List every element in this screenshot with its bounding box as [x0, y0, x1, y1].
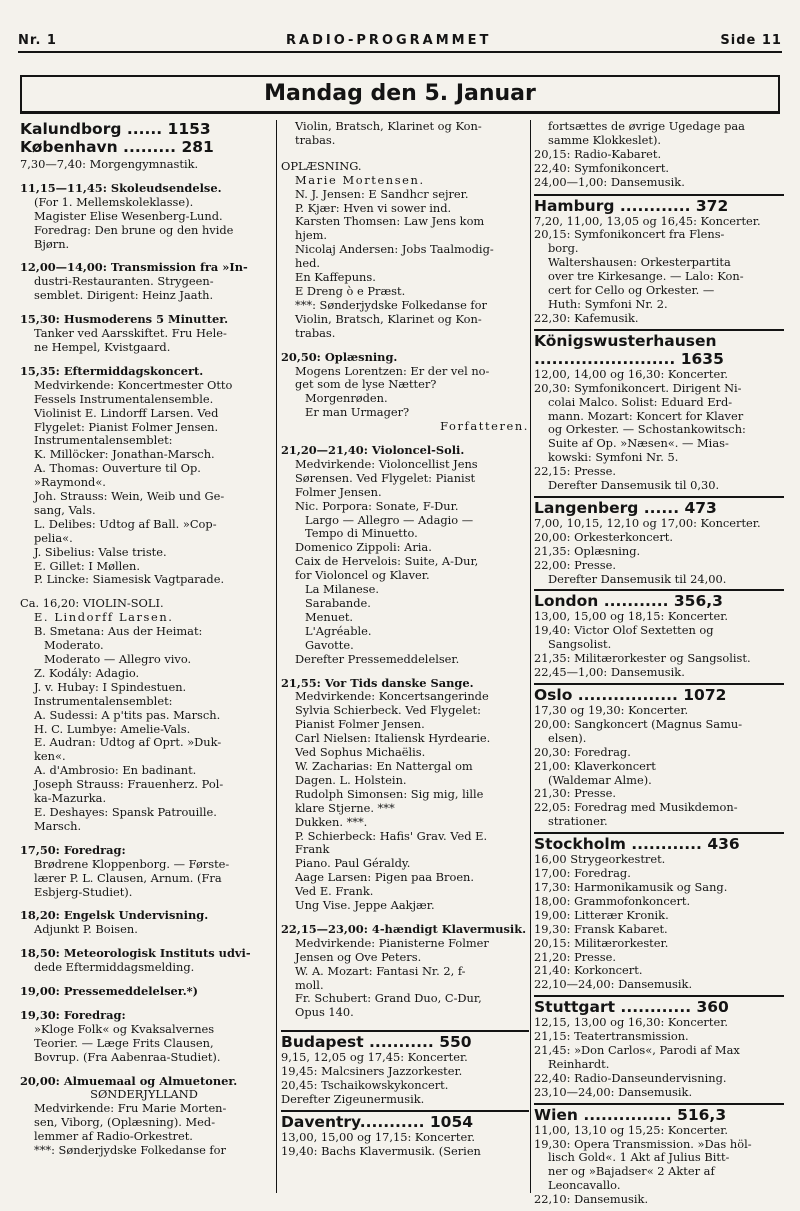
station-heading: Hamburg ............ 372 [534, 196, 729, 215]
program-item [20, 985, 268, 999]
program-line: Esbjerg-Studiet). [34, 884, 133, 899]
station-heading: Daventry........... 1054 [281, 1112, 474, 1131]
program-line: 19,00: Litterær Kronik. [534, 907, 669, 922]
station-frequency: ........................ 1635 [534, 349, 724, 368]
program-line: P. Lincke: Siamesisk Vagtparade. [34, 572, 225, 587]
program-line: 19,40: Bachs Klavermusik. (Serien [281, 1143, 481, 1158]
program-line: Brødrene Kloppenborg. — Første- [34, 856, 230, 871]
program-item [281, 160, 529, 341]
program-line: Gavotte. [305, 637, 354, 652]
program-line: trabas. [295, 132, 336, 147]
program-line: Waltershausen: Orkesterpartita [548, 255, 731, 270]
program-time: 22,15—23,00: 4-hændigt Klavermusik. [281, 921, 527, 936]
program-item [20, 1009, 268, 1065]
program-line: Frank [295, 842, 330, 857]
program-line: 22,40: Radio-Danseundervisning. [534, 1070, 727, 1085]
program-line: Nic. Porpora: Sonate, F-Dur. [295, 498, 459, 513]
station-block [534, 1103, 784, 1207]
program-line: Teorier. — Læge Frits Clausen, [34, 1035, 214, 1050]
program-line: samme Klokkeslet). [548, 132, 662, 147]
program-line: Sangsolist. [548, 637, 612, 652]
program-line: Bjørn. [34, 236, 70, 251]
program-line: Er man Urmager? [305, 405, 410, 420]
program-line: 20,15: Militærorkester. [534, 935, 669, 950]
program-line: P. Kjær: Hven vi sower ind. [295, 200, 452, 215]
program-line: 9,15, 12,05 og 17,45: Koncerter. [281, 1050, 468, 1065]
program-item [20, 597, 268, 833]
column-3 [530, 119, 784, 1207]
program-line: kowski: Symfoni Nr. 5. [548, 450, 679, 465]
program-line: Largo — Allegro — Adagio — [305, 512, 474, 527]
station-heading: Oslo ................. 1072 [534, 686, 727, 704]
program-item [20, 909, 268, 937]
program-line: 22,05: Foredrag med Musikdemon- [534, 800, 738, 815]
program-line: 21,20: Presse. [534, 949, 616, 964]
program-item [281, 351, 529, 434]
program-line: semblet. Dirigent: Heinz Jaath. [34, 288, 214, 303]
program-line: Marie Mortensen. [295, 172, 425, 187]
page-number-right: Side 11 [720, 33, 782, 48]
program-line: 20,30: Symfonikoncert. Dirigent Ni- [534, 380, 742, 395]
program-line: ***: Sønderjydske Folkedanse for [34, 1143, 226, 1158]
column-2 [276, 120, 529, 1193]
program-line: Ved Sophus Michaëlis. [295, 745, 426, 760]
program-line: 17,30: Harmonikamusik og Sang. [534, 879, 728, 894]
program-item [20, 261, 268, 303]
program-line: 24,00—1,00: Dansemusik. [534, 174, 685, 189]
column-1 [20, 120, 268, 1193]
program-time: OPLÆSNING. [281, 158, 362, 173]
page-header [18, 28, 782, 48]
program-line: 22,10—24,00: Dansemusik. [534, 977, 693, 992]
program-line: 12,00, 14,00 og 16,30: Koncerter. [534, 366, 729, 381]
station-block [534, 496, 784, 587]
program-line: Folmer Jensen. [295, 484, 382, 499]
program-item [20, 365, 268, 588]
program-line: Derefter Dansemusik til 24,00. [548, 571, 727, 586]
program-line: Derefter Pressemeddelelser. [295, 651, 460, 666]
program-item [281, 923, 529, 1020]
program-line: cert for Cello og Orkester. — [548, 283, 715, 298]
program-line: Medvirkende: Koncertsangerinde [295, 689, 489, 704]
program-line: 17,30 og 19,30: Koncerter. [534, 703, 689, 717]
program-line: Moderato — Allegro vivo. [44, 652, 192, 666]
program-line: Ved E. Frank. [295, 884, 374, 899]
program-line: A. Thomas: Ouverture til Op. [34, 461, 201, 476]
program-time: Violin, Bratsch, Klarinet og Kon- [295, 119, 482, 133]
program-line: 21,00: Klaverkoncert [534, 758, 656, 773]
program-time: 20,00: Almuemaal og Almuetoner. [20, 1073, 238, 1088]
program-time: 21,20—21,40: Violoncel-Soli. [281, 443, 465, 458]
program-line: lærer P. L. Clausen, Arnum. (Fra [34, 870, 222, 885]
program-line: Joseph Strauss: Frauenherz. Pol- [34, 777, 224, 792]
program-line: for Violoncel og Klaver. [295, 568, 430, 583]
station-heading: Budapest ........... 550 [281, 1033, 472, 1052]
program-line: La Milanese. [305, 582, 380, 597]
program-line: 19,30: Fransk Kabaret. [534, 921, 668, 936]
program-line: Flygelet: Pianist Folmer Jensen. [34, 419, 219, 434]
program-time: 12,00—14,00: Transmission fra »In- [20, 260, 248, 275]
program-line: pelia«. [34, 530, 73, 545]
program-line: Forfatteren. [440, 419, 529, 434]
program-line: ne Hempel, Kvistgaard. [34, 339, 171, 354]
program-time: 11,15—11,45: Skoleudsendelse. [20, 180, 222, 195]
station-heading: Wien ............... 516,3 [534, 1105, 727, 1124]
program-line: 13,00, 15,00 og 18,15: Koncerter. [534, 609, 729, 624]
program-line: Medvirkende: Fru Marie Morten- [34, 1101, 227, 1116]
program-line: 12,15, 13,00 og 16,30: Koncerter. [534, 1015, 729, 1030]
program-time: 19,30: Foredrag: [20, 1007, 126, 1022]
program-line: Huth: Symfoni Nr. 2. [548, 296, 668, 311]
program-line: J. Sibelius: Valse triste. [34, 544, 167, 559]
program-line: 22,00: Presse. [534, 557, 616, 572]
program-line: (For 1. Mellemskoleklasse). [34, 194, 194, 209]
program-line: Aage Larsen: Pigen paa Broen. [295, 870, 475, 885]
program-item [281, 444, 529, 667]
program-item [20, 1075, 268, 1158]
program-line: Foredrag: Den brune og den hvide [34, 222, 234, 237]
program-line: Rudolph Simonsen: Sig mig, lille [295, 786, 484, 801]
program-line: Violin, Bratsch, Klarinet og Kon- [295, 311, 482, 326]
program-line: lisch Gold«. 1 Akt af Julius Bitt- [548, 1150, 730, 1165]
program-line: Medvirkende: Pianisterne Folmer [295, 935, 489, 950]
program-line: Dagen. L. Holstein. [295, 772, 407, 787]
station-heading: Königswusterhausen [534, 331, 717, 350]
program-line: sen, Viborg, (Oplæsning). Med- [34, 1115, 216, 1130]
program-line: Ung Vise. Jeppe Aakjær. [295, 898, 435, 913]
program-line: 22,10: Dansemusik. [534, 1192, 649, 1207]
program-line: 22,15: Presse. [534, 464, 616, 479]
program-line: hed. [295, 256, 320, 271]
page-number-left: Nr. 1 [18, 33, 57, 48]
program-line: trabas. [295, 325, 336, 340]
program-line: L'Agréable. [305, 623, 372, 638]
program-line: Medvirkende: Koncertmester Otto [34, 377, 233, 392]
program-line: get som de lyse Nætter? [295, 377, 437, 392]
program-line: Sylvia Schierbeck. Ved Flygelet: [295, 703, 481, 718]
station-heading: Kalundborg ...... 1153 [20, 120, 211, 138]
program-line: 21,45: »Don Carlos«, Parodi af Max [534, 1043, 740, 1058]
program-item [281, 120, 529, 148]
program-line: ken«. [34, 749, 66, 764]
station-block [534, 683, 784, 829]
station-block [534, 329, 784, 493]
program-time: 18,50: Meteorologisk Instituts udvi- [20, 946, 251, 961]
program-line: Sarabande. [305, 596, 371, 610]
program-line: Instrumentalensemblet: [34, 693, 173, 708]
program-line: W. A. Mozart: Fantasi Nr. 2, f- [295, 963, 466, 978]
program-line: mann. Mozart: Koncert for Klaver [548, 408, 744, 423]
program-item [20, 947, 268, 975]
program-line: 22,40: Symfonikoncert. [534, 160, 670, 175]
program-line: Adjunkt P. Boisen. [34, 922, 138, 937]
program-line: 7,20, 11,00, 13,05 og 16,45: Koncerter. [534, 213, 761, 228]
program-line: 23,10—24,00: Dansemusik. [534, 1084, 693, 1099]
program-line: lemmer af Radio-Orkestret. [34, 1129, 193, 1144]
program-line: 20,15: Symfonikoncert fra Flens- [534, 227, 725, 242]
program-item [20, 158, 268, 172]
program-item [20, 182, 268, 252]
program-item [281, 677, 529, 913]
program-time: 15,30: Husmoderens 5 Minutter. [20, 312, 229, 327]
program-line: borg. [548, 241, 579, 256]
program-line: Medvirkende: Violoncellist Jens [295, 456, 478, 471]
program-time: 15,35: Eftermiddagskoncert. [20, 363, 204, 378]
program-line: En Kaffepuns. [295, 270, 376, 285]
program-line: Derefter Dansemusik til 0,30. [548, 478, 720, 493]
station-block [534, 832, 784, 992]
station-heading: København ......... 281 [20, 138, 214, 156]
program-line: SØNDERJYLLAND [90, 1087, 198, 1102]
program-line: Nicolaj Andersen: Jobs Taalmodig- [295, 242, 494, 257]
program-line: 21,15: Teatertransmission. [534, 1029, 689, 1044]
program-line: W. Zacharias: En Nattergal om [295, 758, 473, 773]
program-line: Sørensen. Ved Flygelet: Pianist [295, 470, 476, 485]
program-line: 18,00: Grammofonkoncert. [534, 893, 691, 908]
program-line: E. Deshayes: Spansk Patrouille. [34, 804, 217, 819]
program-line: Violinist E. Lindorff Larsen. Ved [34, 405, 219, 420]
program-line: 20,00: Sangkoncert (Magnus Samu- [534, 716, 743, 731]
program-line: Z. Kodály: Adagio. [34, 665, 140, 680]
program-line: E. Audran: Udtog af Oprt. »Duk- [34, 735, 222, 750]
program-line: 16,00 Strygeorkestret. [534, 852, 666, 867]
program-line: Fessels Instrumentalensemble. [34, 391, 214, 406]
station-heading: Stuttgart ............ 360 [534, 998, 729, 1017]
program-line: Menuet. [305, 609, 354, 624]
station-heading: Langenberg ...... 473 [534, 498, 717, 517]
program-line: Instrumentalensemblet: [34, 433, 173, 448]
program-line: Marsch. [34, 818, 82, 833]
program-line: 21,30: Presse. [534, 786, 616, 801]
program-line: 20,15: Radio-Kabaret. [534, 146, 662, 161]
program-line: Opus 140. [295, 1005, 354, 1020]
program-line: colai Malco. Solist: Eduard Erd- [548, 394, 733, 409]
program-line: Reinhardt. [548, 1056, 610, 1071]
program-line: 13,00, 15,00 og 17,15: Koncerter. [281, 1129, 476, 1144]
program-line: over tre Kirkesange. — Lalo: Kon- [548, 269, 744, 284]
program-line: 21,40: Korkoncert. [534, 963, 643, 978]
program-line: 20,30: Foredrag. [534, 744, 631, 759]
station-heading: London ........... 356,3 [534, 592, 723, 611]
program-line: »Raymond«. [34, 475, 106, 490]
program-line: Dukken. ***. [295, 814, 368, 829]
program-line: fortsættes de øvrige Ugedage paa [548, 119, 745, 133]
program-line: Domenico Zippoli: Aria. [295, 540, 432, 555]
program-line: hjem. [295, 228, 328, 243]
program-line: Bovrup. (Fra Aabenraa-Studiet). [34, 1049, 221, 1064]
program-line: A. d'Ambrosio: En badinant. [34, 763, 197, 778]
program-line: 19,40: Victor Olof Sextetten og [534, 623, 714, 638]
program-line: Leoncavallo. [548, 1178, 621, 1193]
program-line: Pianist Folmer Jensen. [295, 717, 425, 732]
day-title: Mandag den 5. Januar [20, 75, 780, 114]
program-time: 18,20: Engelsk Undervisning. [20, 908, 209, 923]
program-line: H. C. Lumbye: Amelie-Vals. [34, 721, 191, 736]
program-time: 20,50: Oplæsning. [281, 349, 398, 364]
program-line: Caix de Hervelois: Suite, A-Dur, [295, 554, 479, 569]
program-line: Fr. Schubert: Grand Duo, C-Dur, [295, 991, 482, 1006]
program-line: 21,35: Militærorkester og Sangsolist. [534, 651, 751, 666]
program-line: N. J. Jensen: E Sandhcr sejrer. [295, 186, 469, 201]
program-line: Magister Elise Wesenberg-Lund. [34, 208, 223, 223]
program-line: E. Lindorff Larsen. [34, 610, 174, 625]
program-line: 11,00, 13,10 og 15,25: Koncerter. [534, 1122, 729, 1137]
program-line: ***: Sønderjydske Folkedanse for [295, 297, 487, 312]
program-time: 7,30—7,40: Morgengymnastik. [20, 157, 199, 171]
station-block [534, 995, 784, 1099]
program-line: dede Eftermiddagsmelding. [34, 960, 195, 975]
program-line: Joh. Strauss: Wein, Weib und Ge- [34, 489, 225, 504]
program-line: J. v. Hubay: I Spindestuen. [34, 679, 187, 694]
program-item [534, 120, 784, 190]
station-block [281, 1030, 529, 1107]
program-line: E Dreng ò e Præst. [295, 283, 406, 298]
program-line: Carl Nielsen: Italiensk Hyrdearie. [295, 731, 491, 746]
program-line: 22,45—1,00: Dansemusik. [534, 665, 685, 680]
program-line: 19,30: Opera Transmission. »Das höl- [534, 1136, 752, 1151]
program-line: ka-Mazurka. [34, 791, 107, 806]
program-line: K. Millöcker: Jonathan-Marsch. [34, 447, 215, 462]
header-rule [18, 51, 782, 53]
program-item [20, 313, 268, 355]
program-line: Suite af Op. »Næsen«. — Mias- [548, 436, 729, 451]
program-line: 7,00, 10,15, 12,10 og 17,00: Koncerter. [534, 515, 761, 530]
station-block [281, 1110, 529, 1159]
program-line: 20,45: Tschaikowskykoncert. [281, 1078, 449, 1093]
program-line: B. Smetana: Aus der Heimat: [34, 624, 203, 639]
program-line: Karsten Thomsen: Law Jens kom [295, 214, 485, 229]
program-line: 20,00: Orkesterkoncert. [534, 529, 673, 544]
program-line: 19,45: Malcsiners Jazzorkester. [281, 1064, 463, 1079]
program-line: strationer. [548, 814, 608, 829]
program-line: Tanker ved Aarsskiftet. Fru Hele- [34, 326, 227, 341]
program-line: Mogens Lorentzen: Er der vel no- [295, 363, 490, 378]
program-line: Tempo di Minuetto. [305, 526, 418, 541]
program-line: P. Schierbeck: Hafis' Grav. Ved E. [295, 828, 488, 843]
program-line: elsen). [548, 730, 587, 745]
publication-title: RADIO-PROGRAMMET [286, 33, 492, 48]
program-item [20, 844, 268, 900]
program-line: moll. [295, 977, 324, 992]
program-line: L. Delibes: Udtog af Ball. »Cop- [34, 516, 217, 531]
station-block [534, 589, 784, 680]
program-time: Ca. 16,20: VIOLIN-SOLI. [20, 596, 164, 611]
program-line: Moderato. [44, 638, 104, 653]
program-line: (Waldemar Alme). [548, 772, 652, 787]
program-line: 21,35: Oplæsning. [534, 543, 641, 558]
program-line: Jensen og Ove Peters. [295, 949, 422, 964]
program-line: A. Sudessi: A p'tits pas. Marsch. [34, 707, 221, 722]
program-line: sang, Vals. [34, 502, 96, 517]
station-heading: Stockholm ............ 436 [534, 835, 740, 854]
program-time: 17,50: Foredrag: [20, 842, 126, 857]
program-line: Piano. Paul Géraldy. [295, 856, 411, 871]
program-line: 17,00: Foredrag. [534, 866, 631, 881]
program-time: 19,00: Pressemeddelelser.*) [20, 984, 199, 999]
station-block [534, 194, 784, 326]
program-time: 21,55: Vor Tids danske Sange. [281, 675, 474, 690]
program-line: dustri-Restauranten. Strygeen- [34, 274, 214, 289]
program-line: klare Stjerne. *** [295, 800, 395, 815]
program-line: Derefter Zigeunermusik. [281, 1092, 425, 1106]
program-line: Morgenrøden. [305, 391, 388, 406]
program-line: og Orkester. — Schostankowitsch: [548, 422, 746, 437]
program-line: 22,30: Kafemusik. [534, 310, 639, 325]
program-line: E. Gillet: I Møllen. [34, 558, 140, 573]
program-line: »Kloge Folk« og Kvaksalvernes [34, 1021, 215, 1036]
program-line: ner og »Bajadser« 2 Akter af [548, 1164, 715, 1179]
